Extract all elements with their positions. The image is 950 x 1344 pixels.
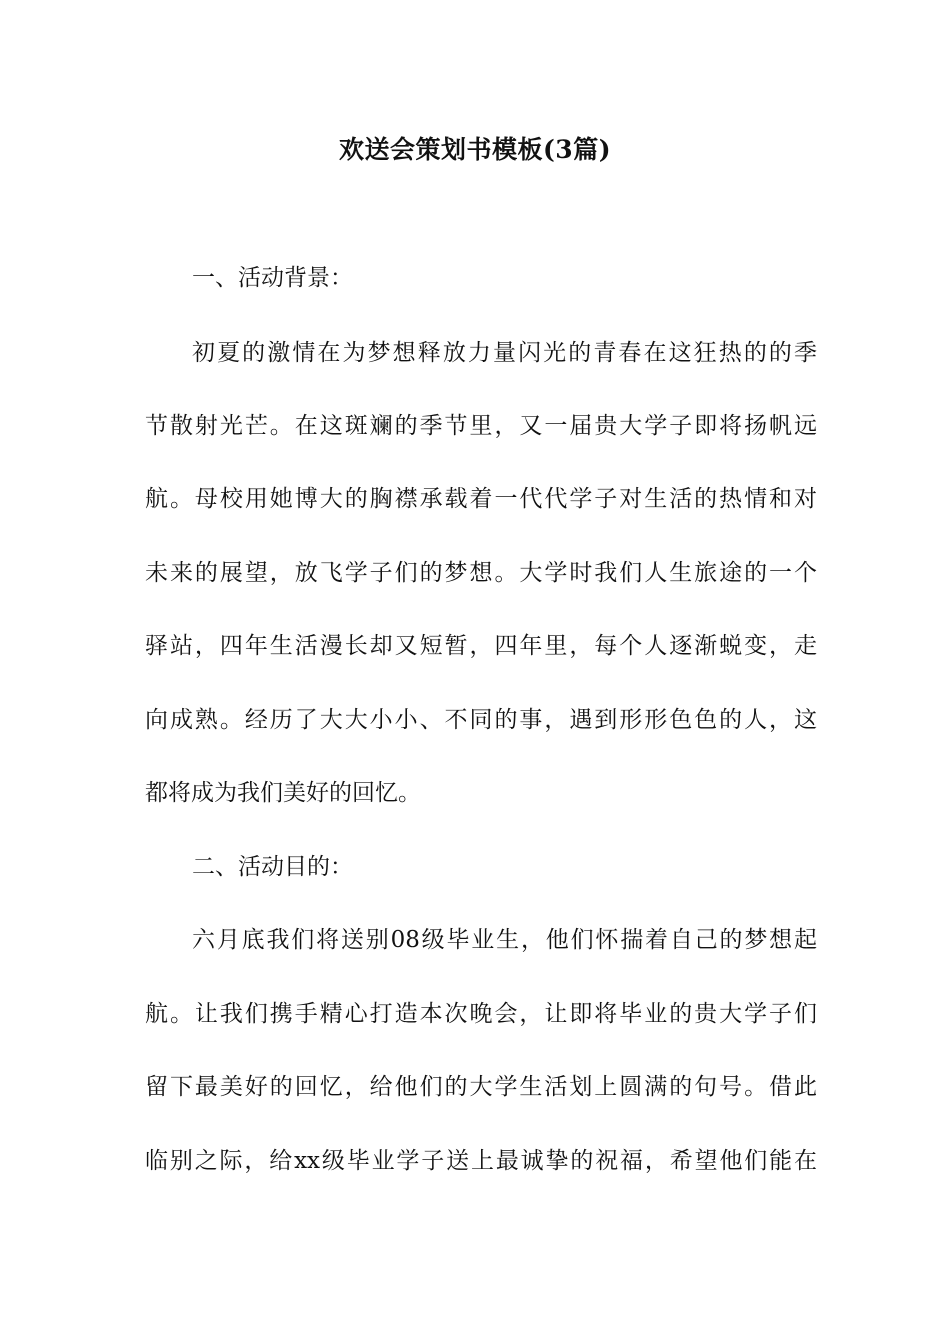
section-heading-background: 一、活动背景： <box>192 265 353 291</box>
paragraph-line: 向成熟。经历了大大小小、不同的事，遇到形形色色的人，这 <box>145 707 817 733</box>
paragraph-line: 航。让我们携手精心打造本次晚会，让即将毕业的贵大学子们 <box>145 1001 817 1027</box>
paragraph-line: 临别之际，给xx级毕业学子送上最诚挚的祝福，希望他们能在 <box>145 1148 817 1174</box>
paragraph-line: 六月底我们将送别08级毕业生，他们怀揣着自己的梦想起 <box>192 927 817 953</box>
paragraph-line: 未来的展望，放飞学子们的梦想。大学时我们人生旅途的一个 <box>145 560 817 586</box>
paragraph-line: 都将成为我们美好的回忆。 <box>145 780 421 806</box>
section-heading-purpose: 二、活动目的： <box>192 854 353 880</box>
paragraph-line: 初夏的激情在为梦想释放力量闪光的青春在这狂热的的季 <box>192 340 817 366</box>
paragraph-line: 航。母校用她博大的胸襟承载着一代代学子对生活的热情和对 <box>145 486 817 512</box>
paragraph-line: 留下最美好的回忆，给他们的大学生活划上圆满的句号。借此 <box>145 1074 817 1100</box>
paragraph-line: 驿站，四年生活漫长却又短暂，四年里，每个人逐渐蜕变，走 <box>145 633 817 659</box>
paragraph-line: 节散射光芒。在这斑斓的季节里，又一届贵大学子即将扬帆远 <box>145 413 817 439</box>
document-title: 欢送会策划书模板(3篇) <box>338 135 612 164</box>
